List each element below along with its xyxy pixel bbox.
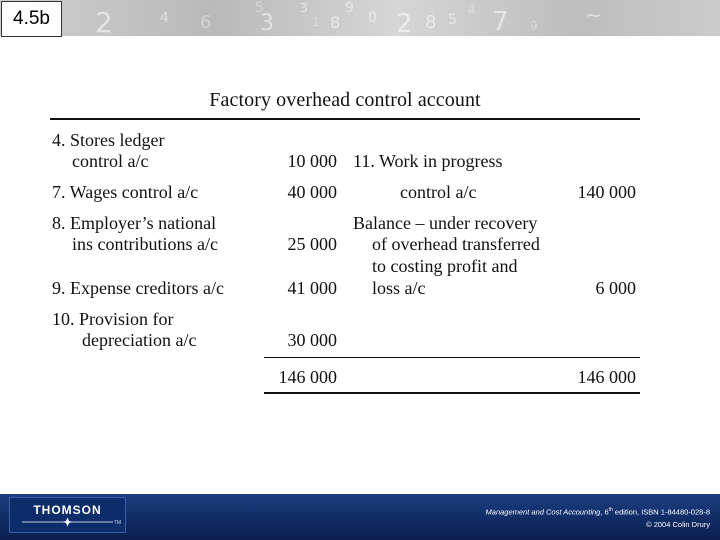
svg-text:8: 8 xyxy=(330,13,341,32)
book-citation xyxy=(486,504,710,519)
thomson-logo xyxy=(9,497,126,533)
svg-text:2: 2 xyxy=(95,6,113,36)
svg-text:1: 1 xyxy=(312,15,320,29)
credit-total: 146 000 xyxy=(577,367,636,387)
totals-bottom-rule xyxy=(264,392,640,394)
credit-entry-1-line2: control a/c xyxy=(400,182,477,202)
footer-bar xyxy=(0,494,720,540)
debit-entry-1-line1: 4. Stores ledger xyxy=(52,130,165,150)
star-icon xyxy=(20,517,115,527)
svg-text:5: 5 xyxy=(448,12,457,28)
debit-entry-1-line2: control a/c xyxy=(72,151,149,171)
numbers-pattern-decoration xyxy=(0,0,720,36)
debit-total: 146 000 xyxy=(278,367,337,387)
svg-text:3: 3 xyxy=(260,11,274,36)
svg-text:6: 6 xyxy=(200,12,212,33)
svg-text:4: 4 xyxy=(160,10,169,26)
debit-entry-3-line2: ins contributions a/c xyxy=(72,234,218,254)
debit-entry-2-line1: 7. Wages control a/c xyxy=(52,182,199,202)
svg-text:7: 7 xyxy=(492,7,509,36)
credit-entry-2-line1: Balance – under recovery xyxy=(353,213,538,233)
logo-wordmark: THOMSON xyxy=(33,503,102,517)
debit-entry-5-amount: 30 000 xyxy=(287,330,337,350)
debit-entry-3-amount: 25 000 xyxy=(287,234,337,254)
svg-text:9: 9 xyxy=(530,19,538,33)
svg-text:4: 4 xyxy=(468,3,476,17)
credit-entry-1-amount: 140 000 xyxy=(577,182,636,202)
debit-entry-5-line1: 10. Provision for xyxy=(52,309,174,329)
copyright-notice: © 2004 Colin Drury xyxy=(646,519,710,529)
credit-entry-2-line2: of overhead transferred xyxy=(372,234,540,254)
credit-entry-2-line4: loss a/c xyxy=(372,278,426,298)
account-title: Factory overhead control account xyxy=(209,89,481,111)
totals-top-rule xyxy=(264,357,640,358)
trademark-mark: TM xyxy=(113,520,121,526)
svg-text:8: 8 xyxy=(425,12,437,33)
debit-entry-2-amount: 40 000 xyxy=(287,182,337,202)
debit-entry-5-line2: depreciation a/c xyxy=(82,330,197,350)
debit-entry-1-amount: 10 000 xyxy=(287,151,337,171)
edition-number: , 6 xyxy=(600,507,609,517)
credit-entry-1-line1: 11. Work in progress xyxy=(353,151,503,171)
debit-entry-4-amount: 41 000 xyxy=(287,278,337,298)
footer-credit xyxy=(486,504,710,531)
credit-entry-2-line3: to costing profit and xyxy=(372,256,518,276)
title-underline xyxy=(50,118,640,120)
book-title: Management and Cost Accounting xyxy=(485,507,601,517)
header-banner xyxy=(0,0,720,36)
slide-number-label: 4.5b xyxy=(1,1,62,37)
svg-text:2: 2 xyxy=(396,9,413,36)
svg-text:5: 5 xyxy=(255,0,264,16)
edition-suffix: th xyxy=(608,507,613,513)
svg-text:~: ~ xyxy=(585,3,602,27)
credit-entry-2-amount: 6 000 xyxy=(595,278,636,298)
edition-isbn: edition, ISBN 1-84480-028-8 xyxy=(612,507,710,517)
debit-entry-4-line1: 9. Expense creditors a/c xyxy=(52,278,224,298)
debit-entry-3-line1: 8. Employer’s national xyxy=(52,213,217,233)
svg-text:0: 0 xyxy=(368,10,377,26)
svg-text:9: 9 xyxy=(345,0,354,16)
svg-text:3: 3 xyxy=(300,1,308,15)
